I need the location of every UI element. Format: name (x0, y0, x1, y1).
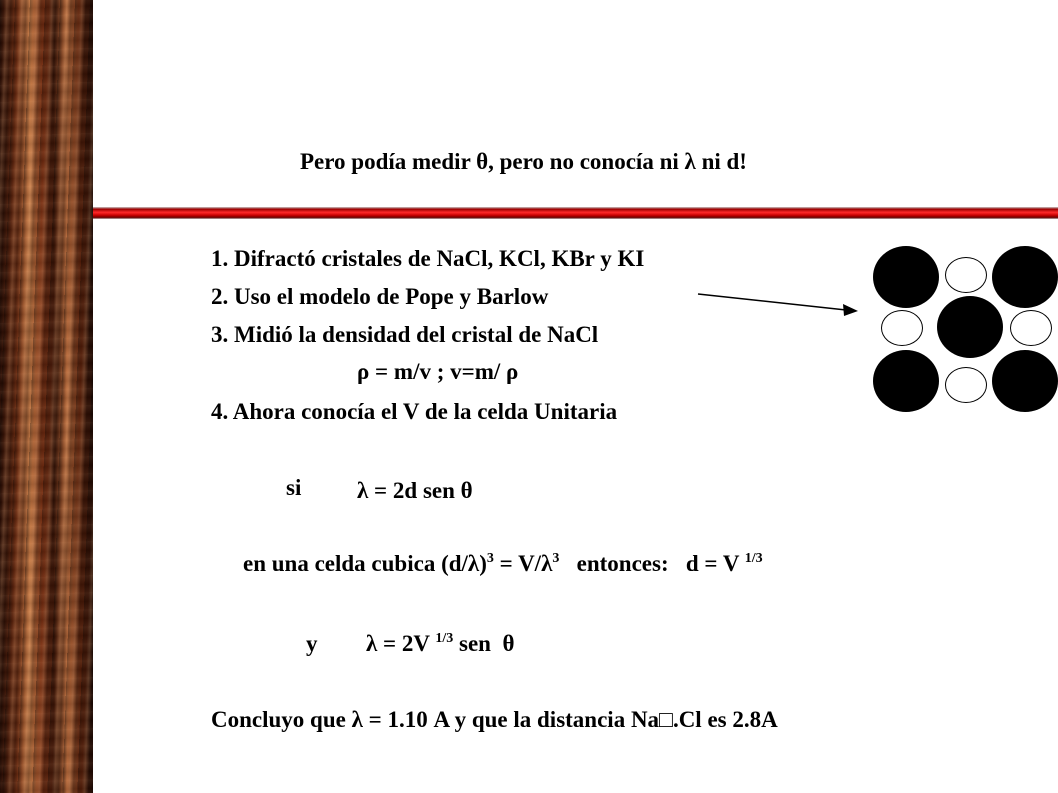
step-2: 2. Uso el modelo de Pope y Barlow (211, 284, 549, 309)
cl-atom (992, 246, 1058, 308)
wood-sidebar (0, 0, 93, 793)
na-atom (881, 310, 923, 346)
eq2-part-c: entonces: d = V (559, 551, 745, 576)
nacl-lattice-diagram (870, 244, 1058, 412)
eq3-label: y (306, 631, 318, 656)
eq3-part-b: sen θ (453, 631, 515, 656)
eq2-part-a: en una celda cubica (d/λ) (243, 551, 487, 576)
cl-atom (992, 350, 1058, 412)
red-divider (93, 207, 1058, 219)
na-atom (1010, 310, 1052, 346)
eq2-exp-c: 1/3 (744, 551, 763, 566)
title-text-2: pero no conocía ni (493, 149, 685, 174)
step-3: 3. Midió la densidad del cristal de NaCl (211, 322, 599, 347)
na-atom (945, 367, 987, 403)
title-text-1: Pero podía medir (300, 149, 477, 174)
step-1: 1. Difractó cristales de NaCl, KCl, KBr y KI (211, 246, 645, 271)
slide-title (300, 148, 747, 176)
title-lambda: λ (684, 149, 696, 174)
eq3-exp: 1/3 (435, 631, 454, 646)
eq3-formula (366, 630, 514, 658)
eq3-part-a: λ = 2V (366, 631, 436, 656)
eq1-formula: λ = 2d sen θ (357, 478, 473, 503)
title-theta: θ, (476, 149, 494, 174)
eq2-part-b: = V/λ (493, 551, 553, 576)
cl-atom (873, 246, 939, 308)
na-atom (945, 257, 987, 293)
eq1-label: si (286, 475, 302, 500)
eq2-exp-b: 3 (552, 551, 560, 566)
cl-atom (873, 350, 939, 412)
conclusion: Concluyo que λ = 1.10 A y que la distancia Na□.Cl es 2.8A (211, 707, 778, 732)
eq2-exp-a: 3 (486, 551, 494, 566)
density-formula: ρ = m/v ; v=m/ ρ (357, 359, 519, 384)
step-4: 4. Ahora conocía el V de la celda Unitaria (211, 399, 618, 424)
cl-atom (937, 296, 1003, 358)
title-text-3: ni d! (695, 149, 747, 174)
eq2-cubic-cell (243, 550, 763, 578)
